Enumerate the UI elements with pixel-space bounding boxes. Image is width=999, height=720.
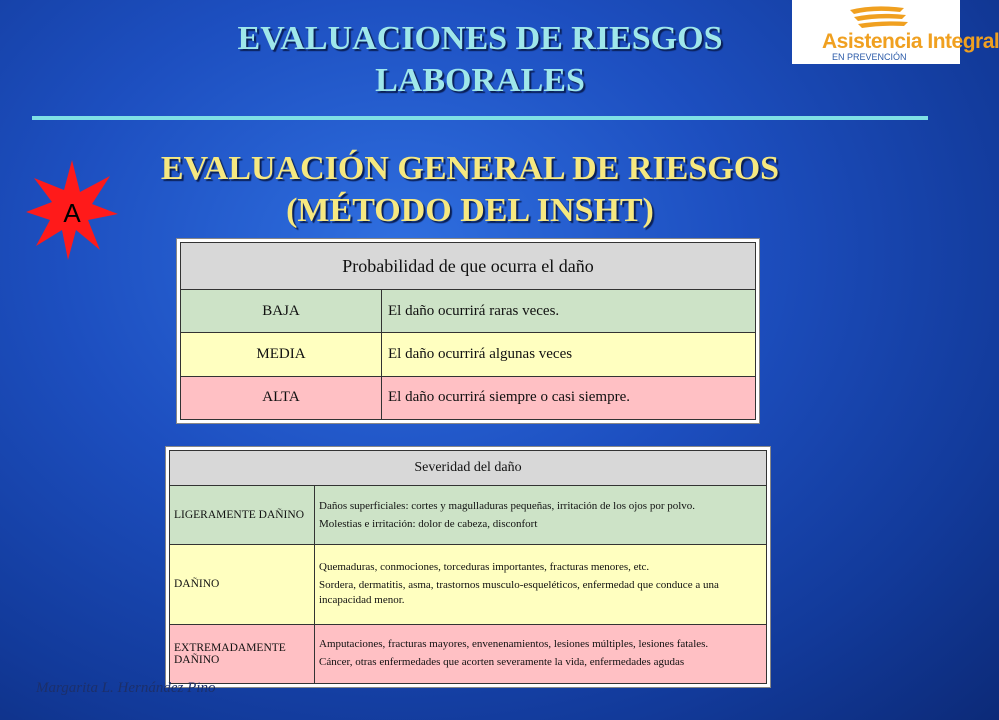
page-title — [0, 18, 960, 102]
probability-description: El daño ocurrirá raras veces. — [382, 290, 756, 333]
severity-level: LIGERAMENTE DAÑINO — [170, 486, 315, 545]
severity-line: Sordera, dermatitis, asma, trastornos musculo-esqueléticos, enfermedad que conduce a una incapacidad menor. — [319, 579, 719, 607]
page-title-line1: EVALUACIONES DE RIESGOS — [237, 20, 723, 57]
probability-table-header: Probabilidad de que ocurra el daño — [181, 243, 756, 290]
section-title-line2: (MÉTODO DEL INSHT) — [286, 192, 654, 229]
table-row — [181, 290, 756, 333]
severity-level: DAÑINO — [170, 545, 315, 624]
table-row — [170, 624, 767, 683]
severity-line: Cáncer, otras enfermedades que acorten severamente la vida, enfermedades agudas — [319, 656, 685, 669]
logo-name: Asistencia Integral — [822, 30, 999, 53]
severity-table-header-row — [170, 451, 767, 486]
logo-tagline: EN PREVENCIÓN — [832, 52, 907, 62]
probability-level: ALTA — [181, 376, 382, 419]
title-divider — [32, 116, 928, 120]
probability-table — [180, 242, 756, 420]
probability-description: El daño ocurrirá algunas veces — [382, 333, 756, 376]
table-row — [181, 333, 756, 376]
severity-table-frame — [165, 446, 771, 688]
probability-description: El daño ocurrirá siempre o casi siempre. — [382, 376, 756, 419]
severity-level: EXTREMADAMENTE DAÑINO — [170, 624, 315, 683]
severity-line: Daños superficiales: cortes y magulladuras pequeñas, irritación de los ojos por polvo. — [319, 499, 696, 512]
probability-level: MEDIA — [181, 333, 382, 376]
severity-description — [315, 486, 767, 545]
author-footer: Margarita L. Hernández Pino — [36, 680, 216, 696]
severity-line: Amputaciones, fracturas mayores, envenenamientos, lesiones múltiples, lesiones fatales. — [319, 638, 709, 651]
probability-level: BAJA — [181, 290, 382, 333]
badge-letter: A — [63, 198, 81, 228]
section-title — [100, 148, 840, 232]
section-title-line1: EVALUACIÓN GENERAL DE RIESGOS — [160, 150, 780, 187]
severity-line: Quemaduras, conmociones, torceduras importantes, fracturas menores, etc. — [319, 561, 650, 574]
severity-description — [315, 624, 767, 683]
page-title-line2: LABORALES — [375, 62, 585, 99]
severity-table-header: Severidad del daño — [170, 451, 767, 486]
table-row — [170, 486, 767, 545]
probability-table-frame — [176, 238, 760, 424]
table-row — [181, 376, 756, 419]
table-row — [170, 545, 767, 624]
severity-table — [169, 450, 767, 684]
severity-description — [315, 545, 767, 624]
probability-table-header-row — [181, 243, 756, 290]
severity-line: Molestias e irritación: dolor de cabeza, disconfort — [319, 517, 538, 530]
